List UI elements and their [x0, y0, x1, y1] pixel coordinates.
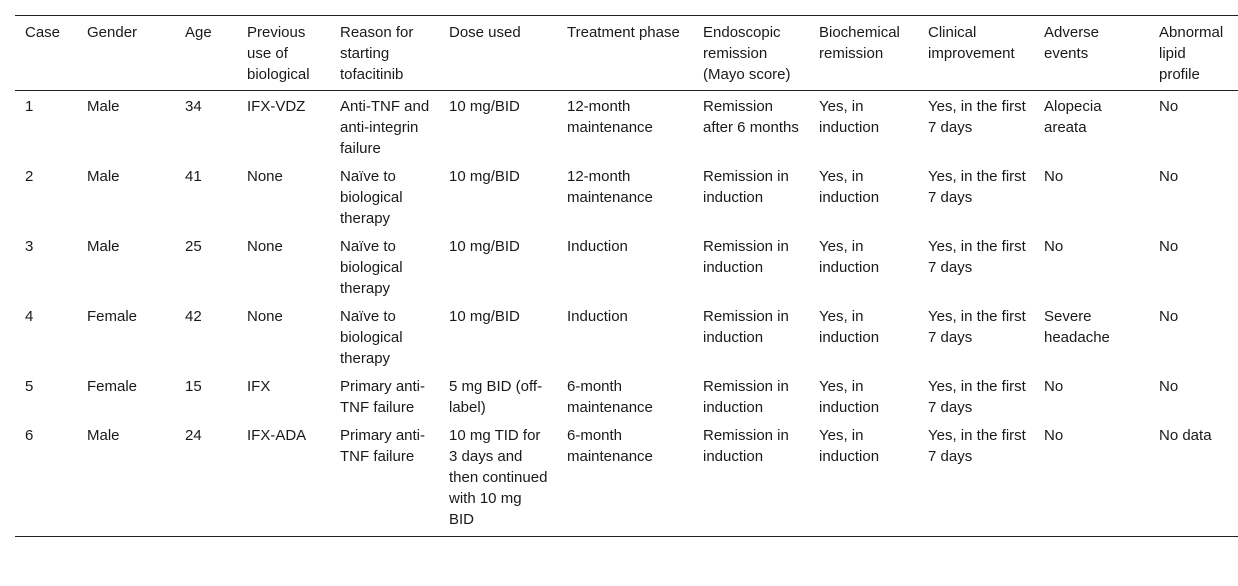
cell-treatment-phase: 6-month maintenance — [567, 378, 653, 416]
cell-endoscopic-remission: Remission in induction — [703, 427, 789, 465]
cell-case: 1 — [25, 98, 34, 115]
cell-treatment-phase: Induction — [567, 308, 628, 325]
cell-treatment-phase: Induction — [567, 238, 628, 255]
cell-previous-biological: None — [247, 238, 283, 255]
cell-case: 3 — [25, 238, 34, 255]
cell-gender: Male — [87, 238, 120, 255]
cell-lipid-profile: No — [1159, 308, 1179, 325]
cell-reason: Naïve to biological therapy — [340, 168, 403, 227]
cell-biochemical-remission: Yes, in induction — [819, 98, 880, 136]
header-clinical-improvement: Clinical improvement — [928, 24, 1015, 62]
cell-adverse-events: Alopecia areata — [1044, 98, 1102, 136]
cell-clinical-improvement: Yes, in the first 7 days — [928, 308, 1026, 346]
cell-case: 6 — [25, 427, 34, 444]
header-treatment-phase: Treatment phase — [567, 24, 680, 41]
cell-reason: Primary anti-TNF failure — [340, 378, 426, 416]
table-row — [15, 231, 1238, 301]
cell-clinical-improvement: Yes, in the first 7 days — [928, 427, 1026, 465]
cell-age: 41 — [185, 168, 202, 185]
cell-clinical-improvement: Yes, in the first 7 days — [928, 238, 1026, 276]
cell-lipid-profile: No — [1159, 98, 1179, 115]
header-case: Case — [25, 24, 61, 41]
table-row — [15, 301, 1238, 371]
cell-reason: Naïve to biological therapy — [340, 238, 403, 297]
cell-reason: Primary anti-TNF failure — [340, 427, 426, 465]
cell-gender: Male — [87, 427, 120, 444]
cell-previous-biological: IFX-ADA — [247, 427, 307, 444]
table-row — [15, 91, 1238, 162]
cell-endoscopic-remission: Remission in induction — [703, 238, 789, 276]
cell-dose: 10 mg/BID — [449, 168, 520, 185]
cell-case: 4 — [25, 308, 34, 325]
cell-lipid-profile: No — [1159, 378, 1179, 395]
cell-previous-biological: None — [247, 168, 283, 185]
cell-previous-biological: IFX-VDZ — [247, 98, 306, 115]
header-gender: Gender — [87, 24, 138, 41]
cell-endoscopic-remission: Remission in induction — [703, 378, 789, 416]
cell-adverse-events: Severe headache — [1044, 308, 1110, 346]
cell-reason: Naïve to biological therapy — [340, 308, 403, 367]
cell-dose: 10 mg/BID — [449, 98, 520, 115]
cell-age: 15 — [185, 378, 202, 395]
cell-dose: 10 mg/BID — [449, 308, 520, 325]
cell-clinical-improvement: Yes, in the first 7 days — [928, 98, 1026, 136]
cell-age: 34 — [185, 98, 202, 115]
cell-endoscopic-remission: Remission after 6 months — [703, 98, 799, 136]
cell-biochemical-remission: Yes, in induction — [819, 168, 880, 206]
header-biochemical-remission: Biochemical remission — [819, 24, 900, 62]
cell-reason: Anti-TNF and anti-integrin failure — [340, 98, 430, 157]
cell-treatment-phase: 6-month maintenance — [567, 427, 653, 465]
header-adverse-events: Adverse events — [1044, 24, 1100, 62]
cell-gender: Male — [87, 98, 120, 115]
cell-endoscopic-remission: Remission in induction — [703, 308, 789, 346]
cell-previous-biological: IFX — [247, 378, 271, 395]
header-dose: Dose used — [449, 24, 521, 41]
results-table-container — [15, 15, 1238, 537]
cell-age: 42 — [185, 308, 202, 325]
cell-gender: Female — [87, 308, 138, 325]
cell-adverse-events: No — [1044, 238, 1064, 255]
cell-case: 5 — [25, 378, 34, 395]
header-previous-biological: Previous use of biological — [247, 24, 310, 83]
table-row — [15, 420, 1238, 537]
cell-lipid-profile: No — [1159, 238, 1179, 255]
cell-lipid-profile: No — [1159, 168, 1179, 185]
header-row — [15, 16, 1238, 91]
cell-treatment-phase: 12-month maintenance — [567, 98, 653, 136]
cell-lipid-profile: No data — [1159, 427, 1212, 444]
cell-biochemical-remission: Yes, in induction — [819, 238, 880, 276]
cell-adverse-events: No — [1044, 378, 1064, 395]
cell-previous-biological: None — [247, 308, 283, 325]
cell-treatment-phase: 12-month maintenance — [567, 168, 653, 206]
cell-dose: 5 mg BID (off-label) — [449, 378, 543, 416]
cell-age: 25 — [185, 238, 202, 255]
cell-gender: Female — [87, 378, 138, 395]
cell-biochemical-remission: Yes, in induction — [819, 378, 880, 416]
header-endoscopic-remission: Endoscopic remission (Mayo score) — [703, 24, 791, 83]
table-row — [15, 371, 1238, 420]
cell-clinical-improvement: Yes, in the first 7 days — [928, 168, 1026, 206]
results-table — [15, 15, 1238, 537]
cell-endoscopic-remission: Remission in induction — [703, 168, 789, 206]
cell-biochemical-remission: Yes, in induction — [819, 427, 880, 465]
cell-dose: 10 mg/BID — [449, 238, 520, 255]
cell-gender: Male — [87, 168, 120, 185]
cell-adverse-events: No — [1044, 168, 1064, 185]
cell-biochemical-remission: Yes, in induction — [819, 308, 880, 346]
cell-age: 24 — [185, 427, 202, 444]
cell-dose: 10 mg TID for 3 days and then continued with 10 mg BID — [449, 427, 548, 528]
header-age: Age — [185, 24, 212, 41]
header-reason: Reason for starting tofacitinib — [340, 24, 414, 83]
cell-clinical-improvement: Yes, in the first 7 days — [928, 378, 1026, 416]
header-lipid-profile: Abnormal lipid profile — [1159, 24, 1224, 83]
cell-adverse-events: No — [1044, 427, 1064, 444]
table-row — [15, 161, 1238, 231]
cell-case: 2 — [25, 168, 34, 185]
